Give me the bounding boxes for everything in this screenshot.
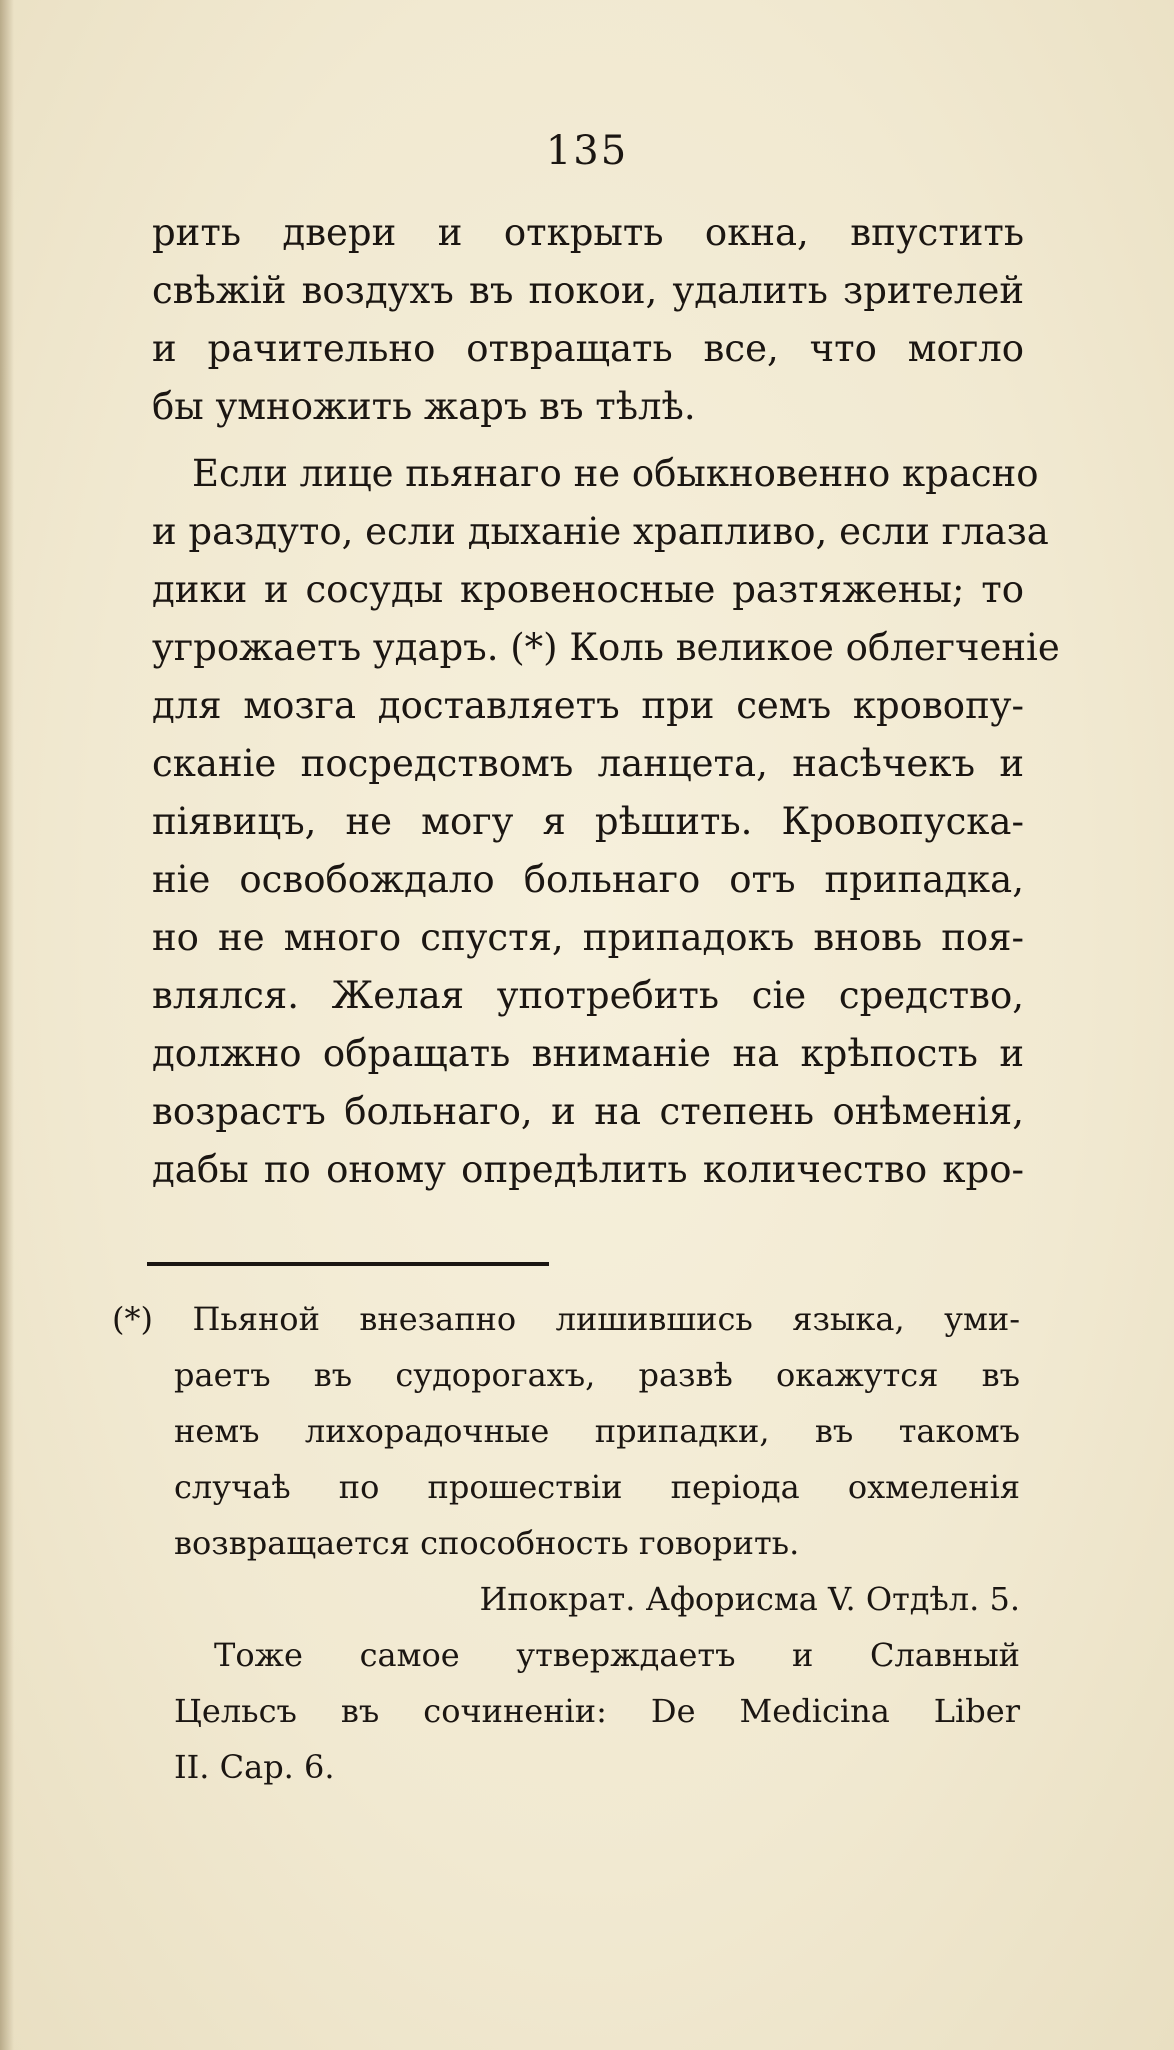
- body-line: возрастъ больнаго, и на степень онѣменія,: [152, 1090, 1024, 1133]
- footnote-line: Цельсъ въ сочиненіи: De Medicina Liber: [174, 1692, 1020, 1730]
- body-line: піявицъ, не могу я рѣшить. Кровопуска-: [152, 800, 1024, 843]
- footnote-line: случаѣ по прошествіи періода охмеленія: [174, 1468, 1020, 1506]
- body-line: Если лице пьянаго не обыкновенно красно: [192, 452, 1039, 495]
- page-number: 135: [545, 128, 629, 174]
- body-line: должно обращать вниманіе на крѣпость и: [152, 1032, 1024, 1075]
- body-line: и рачительно отвращать все, что могло: [152, 327, 1024, 370]
- body-line: свѣжій воздухъ въ покои, удалить зрителей: [152, 269, 1024, 312]
- body-line: и раздуто, если дыханіе храпливо, если глаза: [152, 510, 1049, 553]
- footnote-line: раетъ въ судорогахъ, развѣ окажутся въ: [174, 1356, 1020, 1394]
- body-line: рить двери и открыть окна, впустить: [152, 211, 1024, 254]
- body-line: сканіе посредствомъ ланцета, насѣчекъ и: [152, 742, 1024, 785]
- body-line: угрожаетъ ударъ. (*) Коль великое облегченіе: [152, 626, 1060, 669]
- footnote-line: немъ лихорадочные припадки, въ такомъ: [174, 1412, 1020, 1450]
- body-line: дики и сосуды кровеносные разтяжены; то: [152, 568, 1024, 611]
- footnote-citation: Ипократ. Афорисма V. Отдѣл. 5.: [479, 1580, 1020, 1618]
- footnote-line: возвращается способность говорить.: [174, 1524, 800, 1562]
- body-line: влялся. Желая употребить сіе средство,: [152, 974, 1024, 1017]
- footnote-line: (*) Пьяной внезапно лишившись языка, уми-: [112, 1300, 1020, 1338]
- body-line: но не много спустя, припадокъ вновь поя-: [152, 916, 1024, 959]
- body-line: ніе освобождало больнаго отъ припадка,: [152, 858, 1024, 901]
- footnote-line: II. Cap. 6.: [174, 1748, 335, 1786]
- footnote-line: Тоже самое утверждаетъ и Славный: [214, 1636, 1020, 1674]
- page-edge-shadow: [0, 0, 14, 2050]
- body-line: дабы по оному опредѣлить количество кро-: [152, 1148, 1024, 1191]
- body-line: для мозга доставляетъ при семъ кровопу-: [152, 684, 1024, 727]
- body-line: бы умножить жаръ въ тѣлѣ.: [152, 385, 696, 428]
- footnote-separator-rule: [147, 1262, 549, 1266]
